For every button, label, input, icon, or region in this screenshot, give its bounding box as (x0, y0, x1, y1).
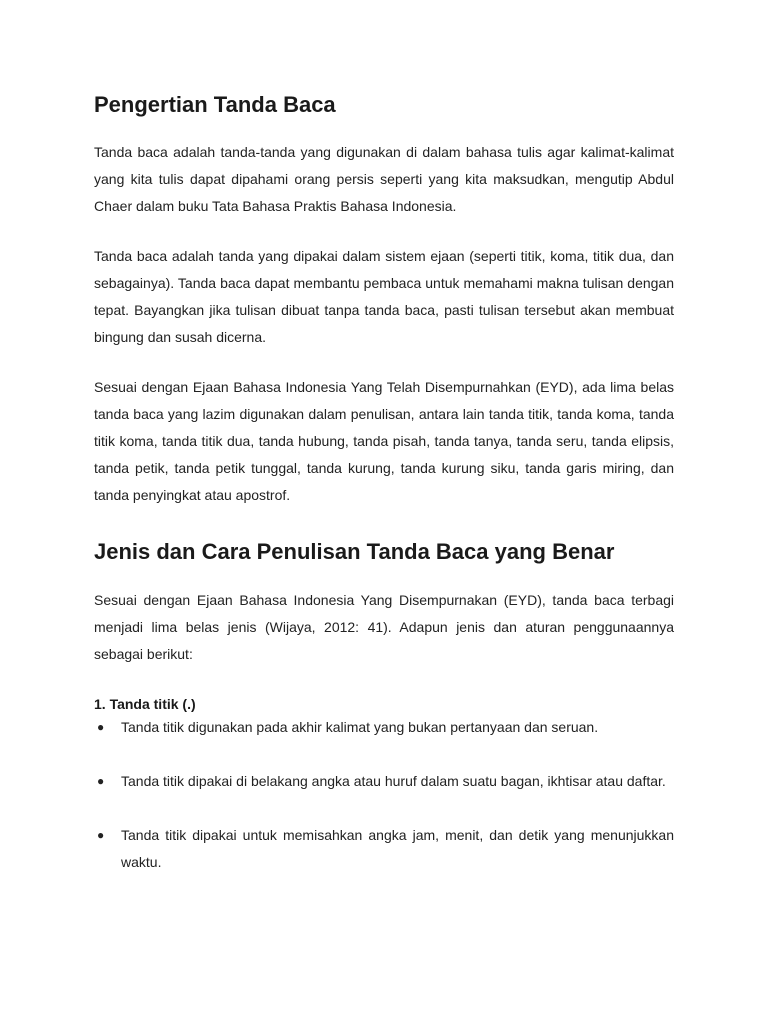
bullet-list-tanda-titik (94, 714, 674, 876)
list-item (94, 822, 674, 876)
paragraph-jenis-intro: Sesuai dengan Ejaan Bahasa Indonesia Yang Disempurnakan (EYD), tanda baca terbagi menjadi lima belas jenis (Wijaya, 2012: 41). Adapun jenis dan aturan penggunaannya sebagai berikut: (94, 591, 674, 662)
paragraph-definition-2: Tanda baca adalah tanda yang dipakai dalam sistem ejaan (seperti titik, koma, titik dua, dan sebagainya). Tanda baca dapat membantu pembaca untuk memahami makna tulisan dengan tepat. Bayangkan jika tulisan dibuat tanpa tanda baca, pasti tulisan tersebut akan membuat bingung dan susah dicerna. (94, 248, 674, 346)
list-item-text: Tanda titik dipakai untuk memisahkan angka jam, menit, dan detik yang menunjukkan waktu. (121, 826, 674, 870)
subsection-heading-tanda-titik: 1. Tanda titik (.) (94, 695, 196, 712)
bullet-icon: ● (97, 773, 105, 788)
list-item-text: Tanda titik dipakai di belakang angka atau huruf dalam suatu bagan, ikhtisar atau daftar. (121, 772, 666, 789)
section-heading-jenis: Jenis dan Cara Penulisan Tanda Baca yang Benar (94, 539, 615, 565)
list-item-text: Tanda titik digunakan pada akhir kalimat yang bukan pertanyaan dan seruan. (121, 718, 599, 735)
bullet-icon: ● (97, 719, 105, 734)
section-heading-pengertian: Pengertian Tanda Baca (94, 92, 336, 117)
document-page (94, 92, 674, 876)
paragraph-eyd-list: Sesuai dengan Ejaan Bahasa Indonesia Yang Telah Disempurnahkan (EYD), ada lima belas tanda baca yang lazim digunakan dalam penulisan, antara lain tanda titik, tanda koma, tanda titik koma, tanda titik dua, tanda hubung, tanda pisah, tanda tanya, tanda seru, tanda elipsis, tanda petik, tanda petik tunggal, tanda kurung, tanda kurung siku, tanda garis miring, dan tanda penyingkat atau apostrof. (94, 379, 674, 504)
list-item (94, 768, 674, 795)
bullet-icon: ● (97, 827, 105, 842)
list-item (94, 714, 674, 741)
paragraph-definition-1: Tanda baca adalah tanda-tanda yang digunakan di dalam bahasa tulis agar kalimat-kalimat yang kita tulis dapat dipahami orang persis seperti yang kita maksudkan, mengutip Abdul Chaer dalam buku Tata Bahasa Praktis Bahasa Indonesia. (94, 144, 674, 215)
